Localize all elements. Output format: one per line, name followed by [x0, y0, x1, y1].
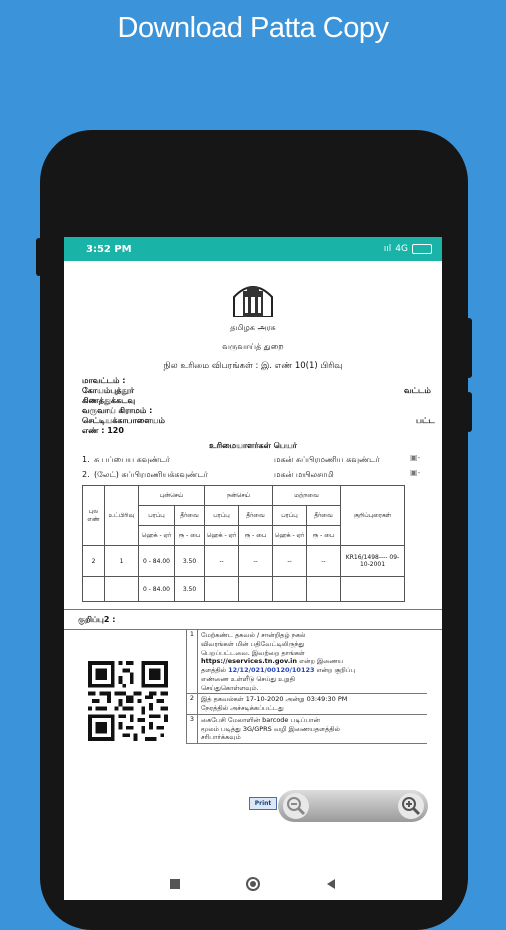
cell-area: 0 - 84.00: [139, 546, 175, 577]
patta-number: எண் : 120: [82, 426, 124, 435]
network-type: 4G: [395, 244, 408, 254]
promo-title: Download Patta Copy: [117, 12, 389, 44]
battery-icon: [412, 244, 432, 254]
status-time: 3:52 PM: [86, 243, 132, 255]
zoom-in-icon: [398, 793, 424, 819]
unit-cell: ஹெக் - ஏர்: [139, 526, 175, 546]
unit-cell: ஹெக் - ஏர்: [273, 526, 307, 546]
government-emblem-icon: [230, 283, 276, 317]
document-heading: நில உரிமை விபரங்கள் : இ. எண் 10(1) பிரிவு: [163, 361, 343, 371]
cell-remarks: KR16/1498---- 09-10-2001: [341, 546, 405, 577]
owner-number: 2.: [82, 470, 90, 479]
column-header: குறிப்புரைகள்: [341, 486, 405, 546]
note-text: [198, 630, 358, 693]
taluk-label: வட்டம்: [404, 386, 431, 395]
table-row: [83, 546, 405, 577]
note-number: 1: [187, 630, 198, 693]
zoom-control: [278, 790, 428, 822]
note-line: பெறப்பட்டவை. இவற்றை தாங்கள்: [201, 648, 305, 657]
owner-relation: மகன் சுப்பிரமணிய கவுண்டர்: [274, 455, 380, 464]
notes-list: [186, 630, 427, 744]
cell-area: --: [205, 546, 239, 577]
reference-number-link[interactable]: 12/12/021/00120/10123: [228, 666, 315, 675]
district-label: மாவட்டம் :: [82, 376, 126, 385]
cell-subdivision: [105, 577, 139, 602]
land-table: [82, 485, 405, 602]
subheader: பரப்பு: [139, 506, 175, 526]
zoom-out-button[interactable]: [283, 793, 309, 819]
column-header: மற்றவை: [273, 486, 341, 506]
notes-label: குறிப்பு2 :: [78, 615, 116, 624]
note-line-suffix: என்ற இணைய: [297, 657, 344, 666]
owner-name: சு பப்பைய கவுண்டர்: [94, 455, 171, 464]
cell-area: --: [273, 546, 307, 577]
subheader: தீர்வை: [307, 506, 341, 526]
owner-relation: மகன் மயிலசாமி: [274, 470, 334, 479]
signal-icon: ııl: [383, 244, 392, 254]
cell-remarks: [341, 577, 405, 602]
divider: [64, 609, 442, 610]
subheader: பரப்பு: [205, 506, 239, 526]
cell-tax: --: [239, 546, 273, 577]
owners-heading: உரிமையாளர்கள் பெயர்: [209, 441, 297, 450]
note-line: செய்துகொள்ளவும்.: [201, 683, 259, 692]
eservices-link[interactable]: https://eservices.tn.gov.in: [201, 657, 298, 666]
note-line: எண்ணை உள்ளீடு செய்து உறுதி: [201, 674, 295, 683]
subheader: தீர்வை: [175, 506, 205, 526]
taluk-value: கிணத்துக்கடவு: [82, 396, 136, 405]
village-right: பட்ட: [416, 416, 435, 425]
unit-cell: ரூ - பை: [175, 526, 205, 546]
cell-tax: --: [307, 546, 341, 577]
print-button[interactable]: Print: [249, 797, 277, 810]
owner-name: (லேட்) சுப்பிரமணியக்கவுண்டர்: [94, 470, 208, 479]
zoom-out-icon: [283, 793, 309, 819]
table-row: [83, 577, 405, 602]
note-item: [187, 715, 427, 744]
patta-document: [64, 261, 442, 821]
recent-apps-icon[interactable]: [170, 879, 180, 889]
owner-number: 1.: [82, 455, 90, 464]
cell-area: 0 - 84.00: [139, 577, 175, 602]
district-value: கோயம்புத்தூர்: [82, 386, 135, 395]
unit-cell: ரூ - பை: [239, 526, 273, 546]
cell-tax: [239, 577, 273, 602]
cell-survey: 2: [83, 546, 105, 577]
note-line: [201, 657, 355, 666]
phone-screen: [64, 237, 442, 900]
column-header: உட்பிரிவு: [105, 486, 139, 546]
cell-tax: [307, 577, 341, 602]
note-line: [201, 666, 355, 675]
note-line-prefix: தளத்தில்: [201, 666, 229, 675]
cell-area: [205, 577, 239, 602]
government-title: தமிழக அரசு: [230, 323, 276, 332]
note-text: இத் தகவல்கள் 17-10-2020 அன்று 03:49:30 PM நேரத்தில் அச்சடிக்கப்பட்டது: [201, 695, 348, 713]
cell-tax: 3.50: [175, 577, 205, 602]
village-label: வருவாய் கிராமம் :: [82, 406, 153, 415]
table-header-row: [83, 486, 405, 506]
unit-cell: ஹெக் - ஏர்: [205, 526, 239, 546]
column-header: புன்செய்: [139, 486, 205, 506]
back-icon[interactable]: [327, 879, 335, 889]
note-item: [187, 630, 427, 694]
cell-subdivision: 1: [105, 546, 139, 577]
unit-cell: ரூ - பை: [307, 526, 341, 546]
column-header: நன்செய்: [205, 486, 273, 506]
broken-image-icon: ▣-: [410, 453, 421, 462]
note-number: 2: [187, 694, 198, 714]
android-nav-bar: [64, 867, 442, 900]
note-line: மேற்கண்ட தகவல் / சான்றிதழ் நகல்: [201, 631, 306, 639]
cell-tax: 3.50: [175, 546, 205, 577]
status-bar: [64, 237, 442, 261]
note-line: விவரங்கள் மின் பதிவேட்டிலிருந்து: [201, 639, 305, 648]
cell-survey: [83, 577, 105, 602]
zoom-in-button[interactable]: [398, 793, 424, 819]
column-header: புல எண்: [83, 486, 105, 546]
qr-code-icon: [80, 661, 176, 741]
status-icons: [384, 244, 432, 254]
note-text: கைபேசி மேலாளின் barcode படிப்பான் மூலம் படித்து 3G/GPRS வழி இணையதளத்தில் சரிபார்க்கவும்: [201, 715, 340, 742]
village-value: செட்டியக்காபாளையம்: [82, 416, 165, 425]
note-line-suffix: என்ற குறிப்பு: [314, 666, 356, 675]
cell-area: [273, 577, 307, 602]
note-item: [187, 694, 427, 715]
home-icon[interactable]: [246, 877, 260, 891]
note-number: 3: [187, 715, 198, 743]
broken-image-icon: ▣-: [410, 468, 421, 477]
subheader: பரப்பு: [273, 506, 307, 526]
department-title: வருவாய்த் துறை: [222, 342, 284, 351]
subheader: தீர்வை: [239, 506, 273, 526]
